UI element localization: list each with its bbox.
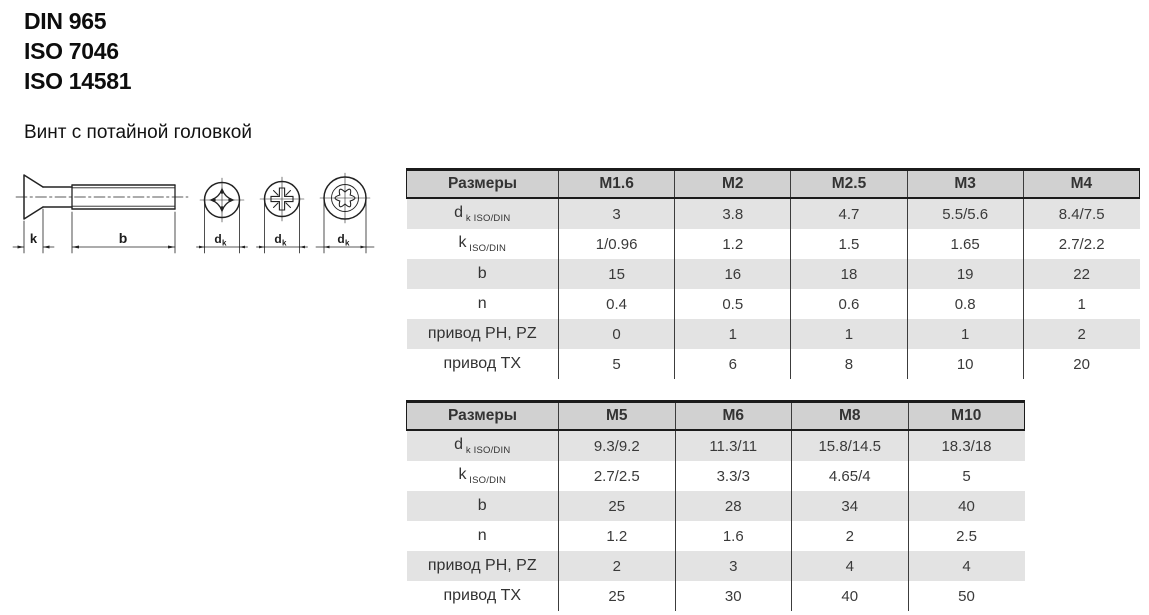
dimension-dk-sub: k <box>282 238 287 248</box>
dimension-dk-label: d <box>274 232 282 246</box>
row-label: n <box>407 289 559 319</box>
table-row <box>407 259 1140 289</box>
size-column-header: M2 <box>675 170 791 199</box>
value-cell: 1/0.96 <box>559 229 675 259</box>
value-cell: 1 <box>1023 289 1139 319</box>
size-column-header: M3 <box>907 170 1023 199</box>
value-cell: 2 <box>1023 319 1139 349</box>
value-cell: 18 <box>791 259 907 289</box>
table-row <box>407 430 1025 461</box>
value-cell: 15 <box>559 259 675 289</box>
value-cell: 22 <box>1023 259 1139 289</box>
dimensions-table-large-sizes <box>406 400 1025 611</box>
technical-drawing <box>10 160 410 275</box>
value-cell: 0.4 <box>559 289 675 319</box>
row-label: b <box>407 491 559 521</box>
row-label: привод TX <box>407 349 559 379</box>
value-cell: 1 <box>675 319 791 349</box>
value-cell: 6 <box>675 349 791 379</box>
table-row <box>407 551 1025 581</box>
value-cell: 4.7 <box>791 198 907 229</box>
value-cell: 5 <box>559 349 675 379</box>
value-cell: 8.4/7.5 <box>1023 198 1139 229</box>
standards-block <box>24 6 131 96</box>
value-cell: 25 <box>559 581 676 611</box>
size-column-header: M10 <box>908 402 1025 431</box>
dimension-dk-label: d <box>337 232 345 246</box>
row-label-header: Размеры <box>407 402 559 431</box>
value-cell: 10 <box>907 349 1023 379</box>
value-cell: 1.6 <box>675 521 792 551</box>
dimension-dk-sub: k <box>345 238 350 248</box>
value-cell: 2 <box>559 551 676 581</box>
value-cell: 5 <box>908 461 1025 491</box>
standard-iso-14581: ISO 14581 <box>24 68 132 94</box>
table-row <box>407 198 1140 229</box>
standard-iso-7046: ISO 7046 <box>24 38 119 64</box>
value-cell: 40 <box>792 581 909 611</box>
value-cell: 3 <box>559 198 675 229</box>
row-label: привод TX <box>407 581 559 611</box>
value-cell: 9.3/9.2 <box>559 430 676 461</box>
value-cell: 30 <box>675 581 792 611</box>
value-cell: 20 <box>1023 349 1139 379</box>
row-label: b <box>407 259 559 289</box>
pozidriv-head-view <box>260 177 304 221</box>
size-column-header: M4 <box>1023 170 1139 199</box>
value-cell: 5.5/5.6 <box>907 198 1023 229</box>
value-cell: 25 <box>559 491 676 521</box>
table-row <box>407 521 1025 551</box>
value-cell: 40 <box>908 491 1025 521</box>
dimension-dk-label: d <box>214 232 222 246</box>
screw-side-view <box>16 175 188 219</box>
value-cell: 1 <box>907 319 1023 349</box>
table-row <box>407 491 1025 521</box>
torx-head-view <box>320 173 370 223</box>
dimension-k-label: k <box>29 231 38 246</box>
size-column-header: M6 <box>675 402 792 431</box>
size-column-header: M5 <box>559 402 676 431</box>
value-cell: 0.8 <box>907 289 1023 319</box>
value-cell: 0 <box>559 319 675 349</box>
dimension-b-label: b <box>118 230 128 246</box>
value-cell: 34 <box>792 491 909 521</box>
dimension-dk-sub: k <box>222 238 227 248</box>
value-cell: 2.7/2.5 <box>559 461 676 491</box>
value-cell: 3 <box>675 551 792 581</box>
table-row <box>407 319 1140 349</box>
row-label: k $_{ISO/DIN}$ <box>407 229 559 259</box>
value-cell: 18.3/18 <box>908 430 1025 461</box>
row-label: d $_{k ISO/DIN}$ <box>407 198 559 229</box>
row-label: привод PH, PZ <box>407 551 559 581</box>
value-cell: 1 <box>791 319 907 349</box>
value-cell: 2.7/2.2 <box>1023 229 1139 259</box>
value-cell: 1.2 <box>675 229 791 259</box>
value-cell: 2.5 <box>908 521 1025 551</box>
table-row <box>407 289 1140 319</box>
value-cell: 8 <box>791 349 907 379</box>
value-cell: 1.2 <box>559 521 676 551</box>
value-cell: 19 <box>907 259 1023 289</box>
table-row <box>407 461 1025 491</box>
size-column-header: M2.5 <box>791 170 907 199</box>
table-row <box>407 349 1140 379</box>
value-cell: 4 <box>792 551 909 581</box>
value-cell: 16 <box>675 259 791 289</box>
row-label: привод PH, PZ <box>407 319 559 349</box>
dimensions-table-small-sizes <box>406 168 1140 379</box>
value-cell: 1.65 <box>907 229 1023 259</box>
value-cell: 11.3/11 <box>675 430 792 461</box>
table-row <box>407 581 1025 611</box>
phillips-head-view <box>200 178 244 222</box>
value-cell: 4.65/4 <box>792 461 909 491</box>
value-cell: 3.8 <box>675 198 791 229</box>
row-label: k $_{ISO/DIN}$ <box>407 461 559 491</box>
row-label-header: Размеры <box>407 170 559 199</box>
value-cell: 4 <box>908 551 1025 581</box>
value-cell: 2 <box>792 521 909 551</box>
value-cell: 28 <box>675 491 792 521</box>
row-label: d $_{k ISO/DIN}$ <box>407 430 559 461</box>
value-cell: 0.5 <box>675 289 791 319</box>
table-row <box>407 229 1140 259</box>
value-cell: 3.3/3 <box>675 461 792 491</box>
value-cell: 50 <box>908 581 1025 611</box>
size-column-header: M8 <box>792 402 909 431</box>
value-cell: 15.8/14.5 <box>792 430 909 461</box>
product-title: Винт с потайной головкой <box>24 122 252 143</box>
size-column-header: M1.6 <box>559 170 675 199</box>
standard-din: DIN 965 <box>24 8 107 34</box>
row-label: n <box>407 521 559 551</box>
value-cell: 0.6 <box>791 289 907 319</box>
value-cell: 1.5 <box>791 229 907 259</box>
